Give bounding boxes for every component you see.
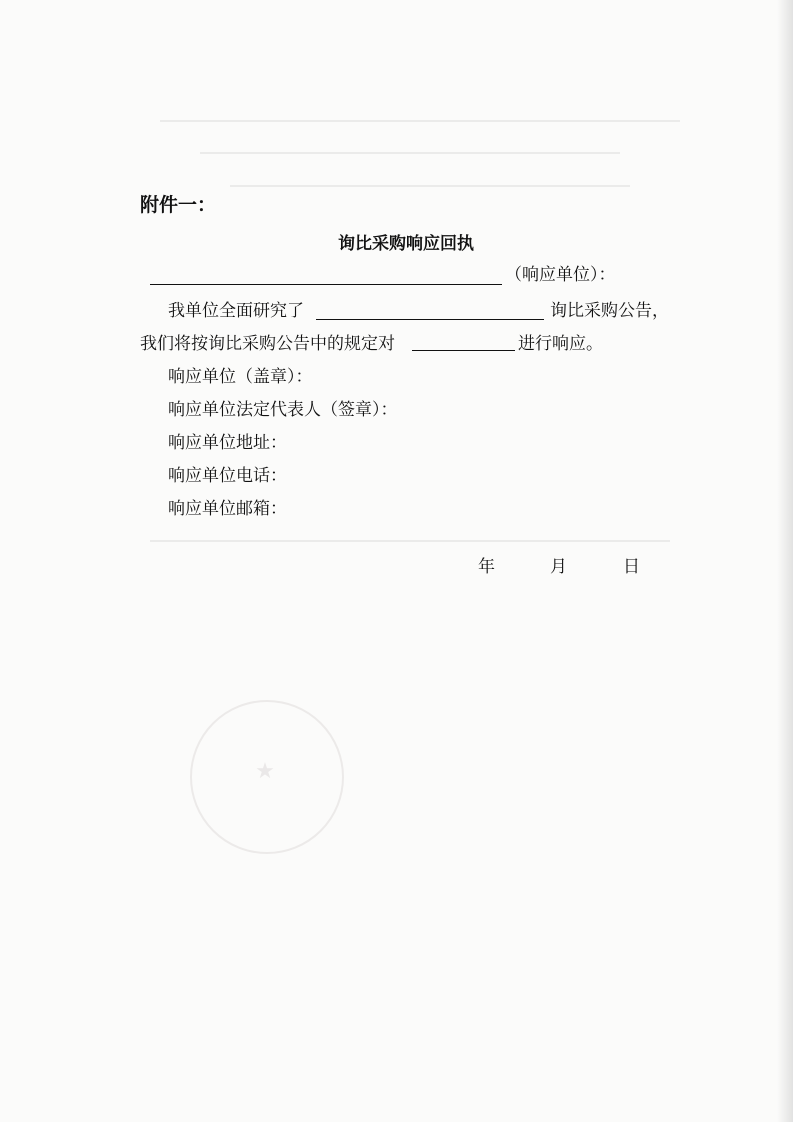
document-title: 询比采购响应回执 [338, 234, 474, 254]
bleed-through-line [150, 540, 670, 542]
field-address: 响应单位地址： [168, 433, 287, 453]
paragraph-line1-prefix: 我单位全面研究了 [168, 301, 304, 321]
paragraph-line2-suffix: 进行响应。 [518, 334, 603, 354]
project-name-blank[interactable] [412, 350, 515, 351]
bleed-through-line [160, 120, 680, 122]
date-day: 日 [623, 557, 640, 577]
faint-seal-star-icon: ★ [255, 759, 275, 784]
field-legal-representative: 响应单位法定代表人（签章）： [168, 400, 398, 420]
scan-edge-shadow [777, 0, 793, 1122]
date-month: 月 [550, 557, 567, 577]
field-phone: 响应单位电话： [168, 466, 287, 486]
respondent-label: （响应单位）： [505, 265, 616, 285]
date-year: 年 [478, 557, 495, 577]
announcement-name-blank[interactable] [316, 319, 544, 320]
field-seal: 响应单位（盖章）： [168, 367, 313, 387]
field-email: 响应单位邮箱： [168, 499, 287, 519]
bleed-through-line [200, 152, 620, 154]
bleed-through-line [230, 185, 630, 187]
attachment-heading: 附件一： [140, 194, 217, 216]
paragraph-line2-prefix: 我们将按询比采购公告中的规定对 [140, 334, 395, 354]
paragraph-line1-suffix: 询比采购公告， [550, 301, 669, 321]
respondent-name-blank[interactable] [150, 284, 502, 285]
